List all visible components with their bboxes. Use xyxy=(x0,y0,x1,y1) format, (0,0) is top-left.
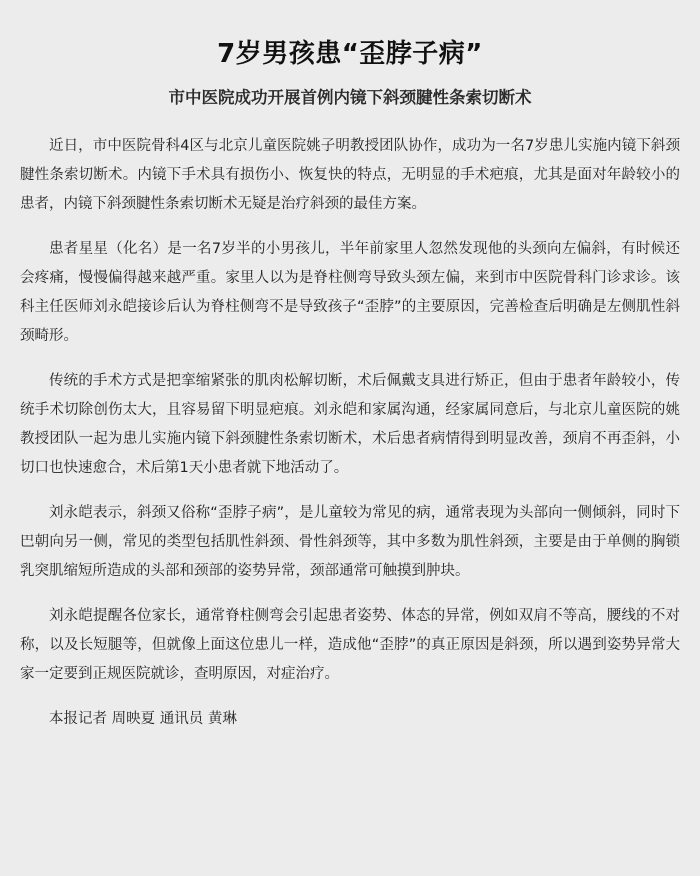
article-subtitle: 市中医院成功开展首例内镜下斜颈腱性条索切断术 xyxy=(168,88,532,107)
article-title: 7岁男孩患“歪脖子病” xyxy=(217,39,483,69)
article-body xyxy=(20,132,680,734)
article-paragraph: 患者星星（化名）是一名7岁半的小男孩儿，半年前家里人忽然发现他的头颈向左偏斜，有时候还会疼痛，慢慢偏得越来越严重。家里人以为是脊柱侧弯导致头颈左偏，来到市中医院骨科门诊求诊。该科主任医师刘永皑接诊后认为脊柱侧弯不是导致孩子“歪脖”的主要原因，完善检查后明确是左侧肌性斜颈畸形。 xyxy=(20,241,680,344)
article-paragraph: 近日，市中医院骨科4区与北京儿童医院姚子明教授团队协作，成功为一名7岁患儿实施内镜下斜颈腱性条索切断术。内镜下手术具有损伤小、恢复快的特点，无明显的手术疤痕，尤其是面对年龄较小的患者，内镜下斜颈腱性条索切断术无疑是治疗斜颈的最佳方案。 xyxy=(20,138,680,212)
article-byline: 本报记者 周映夏 通讯员 黄琳 xyxy=(49,711,237,727)
article-paragraph: 刘永皑表示，斜颈又俗称“歪脖子病”，是儿童较为常见的病，通常表现为头部向一侧倾斜，同时下巴朝向另一侧，常见的类型包括肌性斜颈、骨性斜颈等，其中多数为肌性斜颈，主要是由于单侧的胸锁乳突肌缩短所造成的头部和颈部的姿势异常，颈部通常可触摸到肿块。 xyxy=(20,505,680,579)
article-paragraph: 传统的手术方式是把挛缩紧张的肌肉松解切断，术后佩戴支具进行矫正，但由于患者年龄较小，传统手术切除创伤太大，且容易留下明显疤痕。刘永皑和家属沟通，经家属同意后，与北京儿童医院的姚教授团队一起为患儿实施内镜下斜颈腱性条索切断术，术后患者病情得到明显改善，颈肩不再歪斜，小切口也快速愈合，术后第1天小患者就下地活动了。 xyxy=(20,373,680,476)
article-paragraph: 刘永皑提醒各位家长，通常脊柱侧弯会引起患者姿势、体态的异常，例如双肩不等高，腰线的不对称，以及长短腿等，但就像上面这位患儿一样，造成他“歪脖”的真正原因是斜颈，所以遇到姿势异常大家一定要到正规医院就诊，查明原因，对症治疗。 xyxy=(20,608,680,682)
